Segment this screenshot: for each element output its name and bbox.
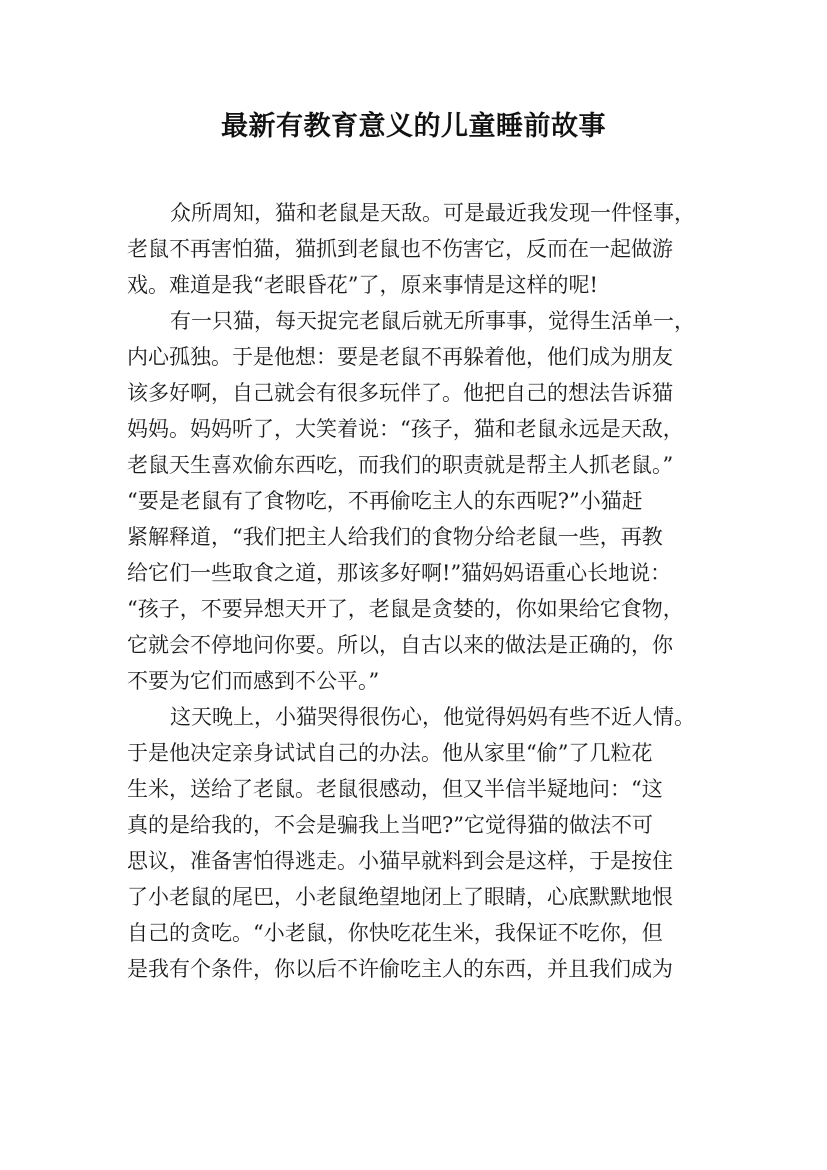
paragraph-line: 给它们一些取食之道，那该多好啊!”猫妈妈语重心长地说： xyxy=(127,561,672,585)
paragraph-line: 有一只猫，每天捉完老鼠后就无所事事，觉得生活单一， xyxy=(170,309,695,333)
paragraph-line: 是我有个条件，你以后不许偷吃主人的东西，并且我们成为 xyxy=(127,957,673,981)
paragraph-line: 思议，准备害怕得逃走。小猫早就料到会是这样，于是按住 xyxy=(127,849,673,873)
paragraph-line: “孩子，不要异想天开了，老鼠是贪婪的，你如果给它食物， xyxy=(127,597,684,621)
paragraph-line: 了小老鼠的尾巴，小老鼠绝望地闭上了眼睛，心底默默地恨 xyxy=(127,885,673,909)
paragraph-line: 该多好啊，自己就会有很多玩伴了。他把自己的想法告诉猫 xyxy=(127,381,673,405)
document-title: 最新有教育意义的儿童睡前故事 xyxy=(221,111,606,142)
paragraph-line: 众所周知，猫和老鼠是天敌。可是最近我发现一件怪事， xyxy=(170,201,695,225)
paragraph-line: 生米，送给了老鼠。老鼠很感动，但又半信半疑地问：“这 xyxy=(127,777,663,801)
paragraph-line: 它就会不停地问你要。所以，自古以来的做法是正确的，你 xyxy=(127,633,673,657)
paragraph-line: 自己的贪吃。“小老鼠，你快吃花生米，我保证不吃你，但 xyxy=(127,921,663,945)
paragraph-line: 内心孤独。于是他想：要是老鼠不再躲着他，他们成为朋友 xyxy=(127,345,673,369)
paragraph-line: 老鼠不再害怕猫，猫抓到老鼠也不伤害它，反而在一起做游 xyxy=(127,237,673,261)
paragraph-line: “要是老鼠有了食物吃，不再偷吃主人的东西呢?”小猫赶 xyxy=(127,489,643,513)
paragraph-line: 不要为它们而感到不公平。” xyxy=(127,669,380,693)
paragraph-line: 真的是给我的，不会是骗我上当吧?”它觉得猫的做法不可 xyxy=(127,813,653,837)
paragraph-line: 于是他决定亲身试试自己的办法。他从家里“偷”了几粒花 xyxy=(127,741,653,765)
paragraph-line: 老鼠天生喜欢偷东西吃，而我们的职责就是帮主人抓老鼠。” xyxy=(127,453,674,477)
paragraph-line: 这天晚上，小猫哭得很伤心，他觉得妈妈有些不近人情。 xyxy=(170,705,695,729)
paragraph-line: 妈妈。妈妈听了，大笑着说：“孩子，猫和老鼠永远是天敌， xyxy=(127,417,684,441)
paragraph-line: 紧解释道，“我们把主人给我们的食物分给老鼠一些，再教 xyxy=(127,525,663,549)
paragraph-line: 戏。难道是我“老眼昏花”了，原来事情是这样的呢! xyxy=(127,273,598,297)
